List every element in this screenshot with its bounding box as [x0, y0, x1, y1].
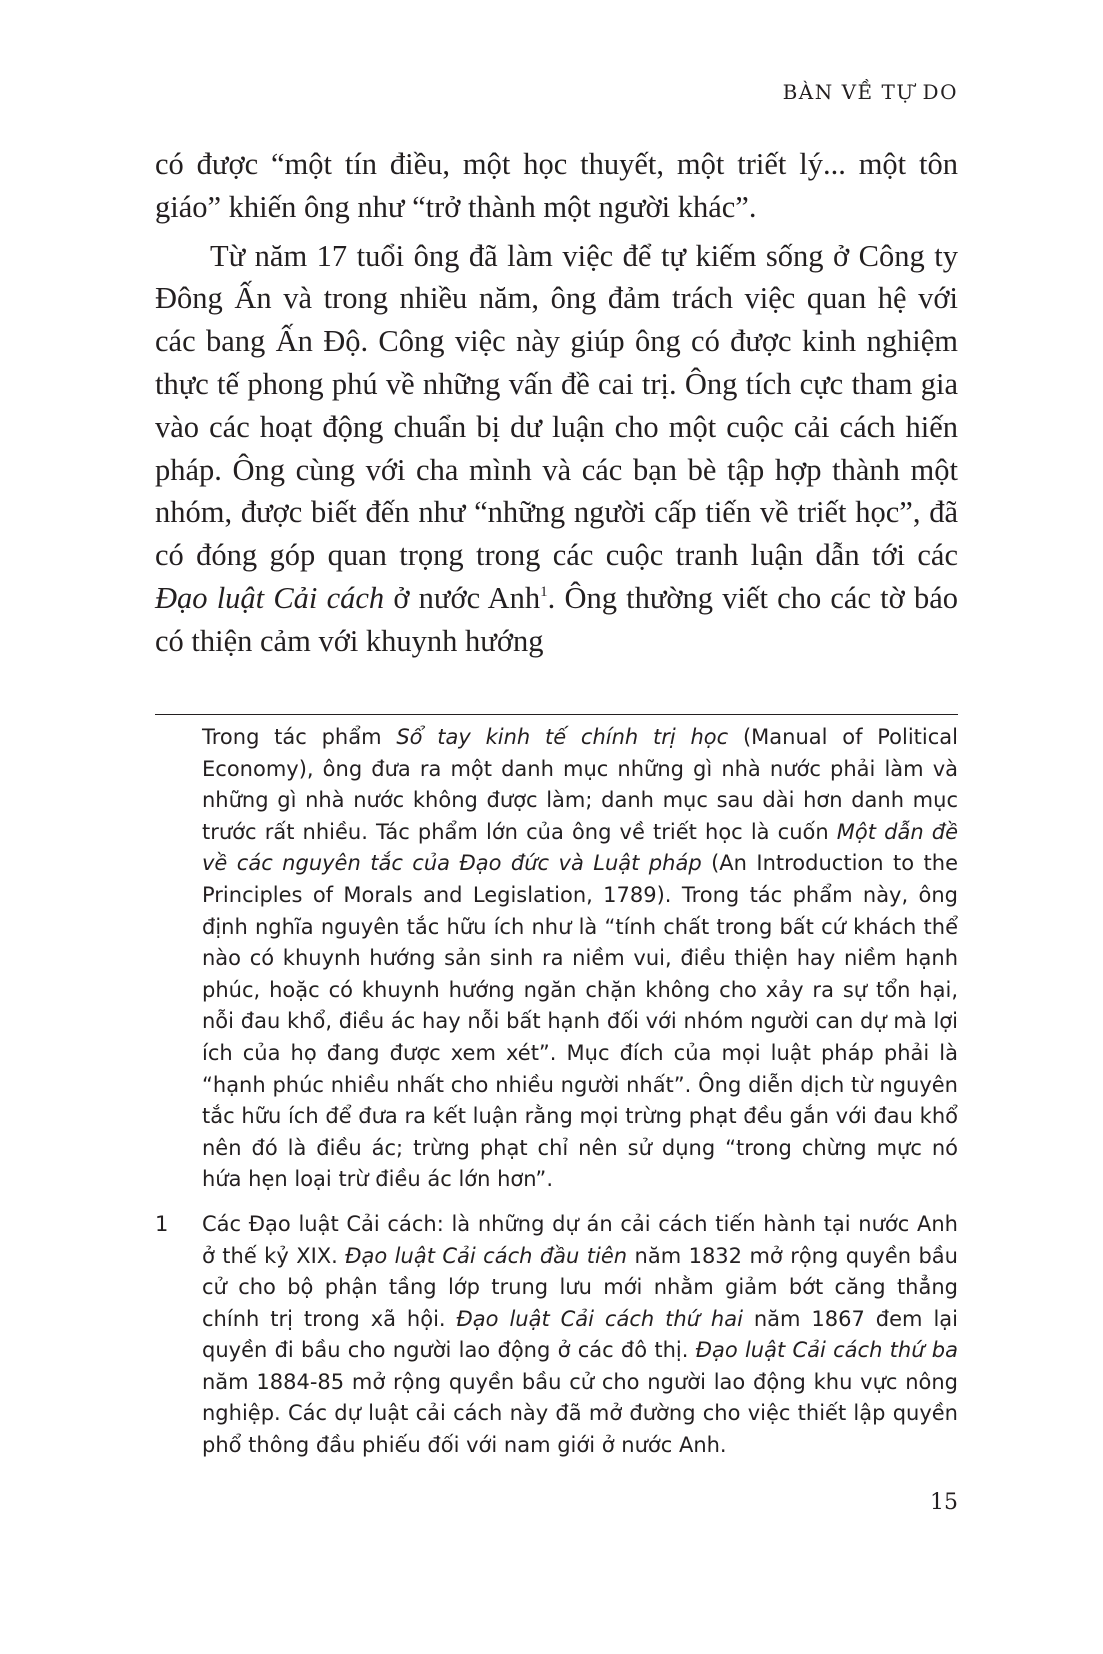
paragraph-text: có được “một tín điều, một học thuyết, một triết lý... một tôn giáo” khiến ông như “trở thành một người khác”.: [155, 147, 958, 224]
running-title: BÀN VỀ TỰ DO: [782, 80, 958, 104]
footnote-marker: 1: [155, 1211, 169, 1236]
footnote-text: Trong tác phẩm: [202, 725, 397, 749]
footnote-text: (An Introduction to the Principles of Morals and Legislation, 1789). Trong tác phẩm này, ông định nghĩa nguyên tắc hữu ích như là “tính chất trong bất cứ khách thể nào có khuynh hướng sản sinh ra niềm vui, điều thiện hay niềm hạnh phúc, hoặc có khuynh hướng ngăn chặn không cho xảy ra sự tổn hại, nỗi đau khổ, điều ác hay nỗi bất hạnh đối với nhóm người can dự mà lợi ích của họ đang được xem xét”. Mục đích của mọi luật pháp phải là “hạnh phúc nhiều nhất cho nhiều người nhất”. Ông diễn dịch từ nguyên tắc hữu ích để đưa ra kết luận rằng mọi trừng phạt đều gắn với đau khổ nên đó là điều ác; trừng phạt chỉ nên sử dụng “trong chừng mực nó hứa hẹn loại trừ điều ác lớn hơn”.: [202, 851, 958, 1192]
footnote-text: năm 1884-85 mở rộng quyền bầu cử cho người lao động khu vực nông nghiệp. Các dự luật cải cách này đã mở đường cho việc thiết lập quyền phổ thông đầu phiếu đối với nam giới ở nước Anh.: [202, 1369, 958, 1458]
italic-title: Một dẫn đề về các nguyên tắc của Đạo đức và Luật pháp: [202, 819, 958, 876]
italic-title: Đạo luật Cải cách đầu tiên: [345, 1243, 628, 1268]
paragraph-text: ở nước Anh: [384, 580, 541, 615]
footnote-text: năm 1867 đem lại quyền đi bầu cho người lao động ở các đô thị.: [202, 1306, 958, 1363]
paragraph-career: [155, 235, 958, 663]
main-text: [155, 143, 958, 663]
paragraph-text: Từ năm 17 tuổi ông đã làm việc để tự kiếm sống ở Công ty Đông Ấn và trong nhiều năm, ông đảm trách việc quan hệ với các bang Ấn Độ. Công việc này giúp ông có được kinh nghiệm thực tế phong phú về những vấn đề cai trị. Ông tích cực tham gia vào các hoạt động chuẩn bị dư luận cho một cuộc cải cách hiến pháp. Ông cùng với cha mình và các bạn bè tập hợp thành một nhóm, được biết đến như “những người cấp tiến về triết học”, đã có đóng góp quan trọng trong các cuộc tranh luận dẫn tới các: [155, 238, 958, 573]
page-number: 15: [930, 1490, 958, 1515]
italic-title: Đạo luật Cải cách thứ hai: [456, 1306, 743, 1331]
italic-term: Đạo luật Cải cách: [155, 580, 385, 615]
paragraph-text: . Ông thường viết cho các tờ báo có thiện cảm với khuynh hướng: [155, 580, 959, 658]
italic-title: Đạo luật Cải cách thứ ba: [695, 1338, 958, 1363]
footnote-reference[interactable]: 1: [540, 583, 548, 600]
footnote-text: năm 1832 mở rộng quyền bầu cử cho bộ phận tầng lớp trung lưu mới nhằm giảm bớt căng thẳng chính trị trong xã hội.: [202, 1243, 958, 1331]
footnote-1: [155, 1209, 958, 1462]
footnote-continued: [155, 722, 958, 1196]
paragraph-continued: [155, 143, 958, 229]
footnote-text: (Manual of Political Economy), ông đưa ra một danh mục những gì nhà nước phải làm và những gì nhà nước không được làm; danh mục sau dài hơn danh mục trước rất nhiều. Tác phẩm lớn của ông về triết học là cuốn: [202, 725, 958, 844]
footnote-divider: [155, 714, 958, 715]
italic-title: Sổ tay kinh tế chính trị học: [396, 725, 729, 749]
footnote-text: Các Đạo luật Cải cách: là những dự án cải cách tiến hành tại nước Anh ở thế kỷ XIX.: [202, 1211, 958, 1268]
footnotes-area: [155, 722, 958, 1462]
